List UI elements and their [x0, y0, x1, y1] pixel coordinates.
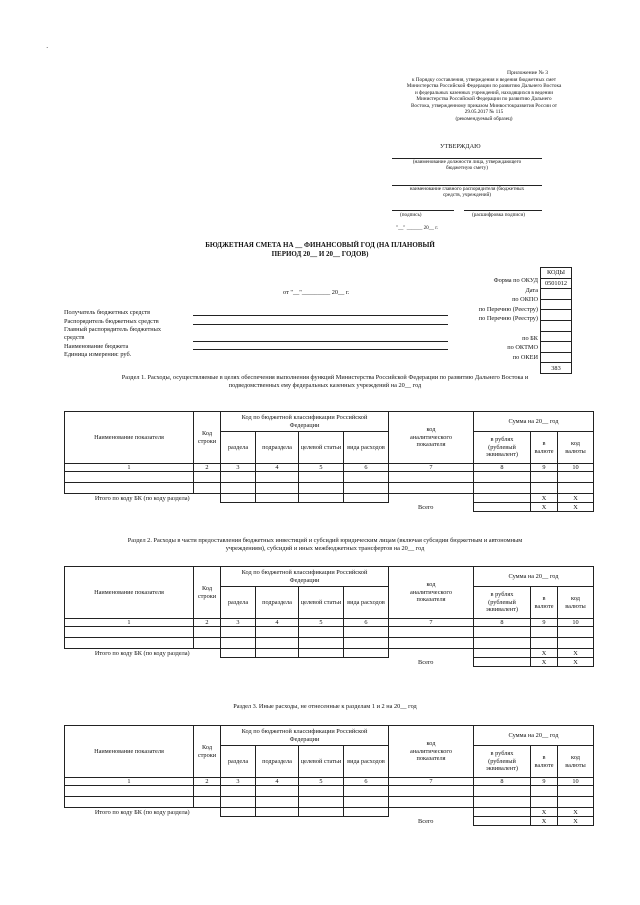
header-line: валюте [534, 447, 554, 455]
section-title-line: Раздел 2. Расходы в части предоставления бюджетных инвестиций и субсидий юридическим лицам (включая субсидии бюджетным и автономным [127, 537, 523, 544]
header-line: в [542, 440, 546, 448]
header-line: валюты [565, 761, 586, 769]
signature-caption: (подпись) [400, 212, 422, 218]
code-blank [541, 331, 572, 342]
cell[interactable] [256, 786, 299, 797]
cell [65, 658, 389, 667]
col-sum-code [558, 432, 594, 464]
cell[interactable] [531, 472, 558, 483]
cell[interactable] [299, 797, 344, 808]
col-row-code [194, 412, 221, 464]
code-date [541, 289, 572, 300]
table-row [65, 638, 594, 649]
cell [389, 808, 474, 817]
header-line: (рублевый [488, 443, 516, 451]
field-recipient: Получатель бюджетных средств [64, 309, 151, 316]
cell [65, 503, 389, 512]
section3-table [64, 725, 594, 826]
cell[interactable] [344, 649, 389, 658]
col-bk-group [221, 567, 389, 587]
numbers-row [65, 464, 594, 472]
appendix-title: Приложение № 3 [507, 70, 548, 76]
cell[interactable] [474, 483, 531, 494]
num-cell: 8 [474, 619, 531, 627]
header-line: Федерации [289, 576, 320, 584]
field-line [193, 315, 448, 316]
cell[interactable] [256, 494, 299, 503]
caption-line: средств, учреждений) [442, 192, 492, 199]
cell[interactable] [299, 786, 344, 797]
x-mark: X [558, 503, 594, 512]
x-mark: X [531, 503, 558, 512]
caption-line: наименование главного распорядителя (бюджетных [409, 186, 525, 192]
num-cell: 6 [344, 778, 389, 786]
cell[interactable] [221, 649, 256, 658]
code-label: по ОКТМО [507, 344, 538, 352]
num-cell: 1 [65, 619, 194, 627]
cell[interactable] [558, 483, 594, 494]
col-row-code [194, 726, 221, 778]
header-line: Код [201, 430, 213, 438]
col-row-code [194, 567, 221, 619]
header-line: строки [197, 751, 217, 759]
header-line: в [542, 754, 546, 762]
col-sum-group: Сумма на 20__ год [474, 412, 594, 432]
date-from: от "__"_________ 20__ г. [283, 289, 350, 296]
cell[interactable] [389, 786, 474, 797]
cell[interactable] [389, 472, 474, 483]
cell[interactable] [558, 797, 594, 808]
col-bk-group [221, 726, 389, 746]
header-line: валюты [565, 602, 586, 610]
num-cell: 8 [474, 778, 531, 786]
x-mark: X [558, 649, 594, 658]
col-target: целевой статьи [299, 432, 344, 464]
total-all-row [65, 658, 594, 667]
col-expense-type: вида расходов [344, 432, 389, 464]
header-line: в [542, 595, 546, 603]
section2-table [64, 566, 594, 667]
col-expense-type: вида расходов [344, 746, 389, 778]
header-line: код [571, 595, 580, 603]
cell[interactable] [474, 627, 531, 638]
code-label: Дата [525, 286, 538, 294]
code-label: по ОКЕИ [512, 353, 538, 361]
header-line: эквивалент) [485, 451, 518, 459]
code-label: Форма по ОКУД [493, 277, 538, 284]
cell[interactable] [221, 638, 256, 649]
numbers-row [65, 619, 594, 627]
col-name: Наименование показателя [65, 412, 194, 464]
col-expense-type: вида расходов [344, 587, 389, 619]
field-distributor: Распорядитель бюджетных средств [64, 318, 159, 325]
num-cell: 10 [558, 778, 594, 786]
cell[interactable] [531, 627, 558, 638]
total-bk-row [65, 494, 594, 503]
total-all-label: Всего [418, 503, 434, 511]
table-row [65, 627, 594, 638]
col-section: раздела [221, 746, 256, 778]
appendix-line: к Порядку составления, утверждения и ведения бюджетных смет [411, 77, 556, 83]
cell[interactable] [344, 786, 389, 797]
header-line: аналитического [409, 433, 453, 441]
num-cell: 9 [531, 464, 558, 472]
num-cell: 3 [221, 778, 256, 786]
cell[interactable] [65, 627, 194, 638]
cell[interactable] [474, 786, 531, 797]
cell[interactable] [389, 638, 474, 649]
header-line: (рублевый [488, 757, 516, 765]
total-bk-label: Итого по коду БК (по коду раздела) [94, 494, 190, 502]
num-cell: 10 [558, 619, 594, 627]
cell[interactable] [474, 797, 531, 808]
cell[interactable] [299, 494, 344, 503]
col-analytic [389, 726, 474, 778]
cell[interactable] [256, 483, 299, 494]
num-cell: 9 [531, 619, 558, 627]
x-mark: X [558, 658, 594, 667]
total-bk-label: Итого по коду БК (по коду раздела) [94, 808, 190, 816]
codes-table [540, 267, 572, 374]
cell[interactable] [558, 638, 594, 649]
table-row [65, 786, 594, 797]
table-row [65, 797, 594, 808]
cell[interactable] [474, 808, 531, 817]
caption-line: бюджетную смету) [446, 165, 488, 172]
num-cell: 1 [65, 464, 194, 472]
code-label: по ОКПО [512, 296, 538, 304]
appendix-line: и федеральных казенных учреждений, находящихся в ведении [414, 89, 554, 96]
field-main-distributor: Главный распорядитель бюджетных [64, 326, 161, 333]
num-cell: 6 [344, 464, 389, 472]
cell[interactable] [344, 483, 389, 494]
cell[interactable] [221, 797, 256, 808]
field-budget-name: Наименование бюджета [64, 343, 129, 350]
heading-line: ПЕРИОД 20__ И 20__ ГОДОВ) [271, 249, 369, 258]
cell[interactable] [474, 638, 531, 649]
cell[interactable] [531, 638, 558, 649]
x-mark: X [558, 817, 594, 826]
cell[interactable] [256, 638, 299, 649]
cell[interactable] [221, 786, 256, 797]
total-all-label: Всего [418, 817, 434, 825]
cell[interactable] [344, 627, 389, 638]
x-mark: X [558, 494, 594, 503]
cell[interactable] [344, 797, 389, 808]
x-mark: X [558, 808, 594, 817]
manager-caption [392, 186, 542, 199]
header-line: код [426, 740, 436, 748]
header-line: показателя [416, 755, 446, 763]
code-registry [541, 320, 572, 331]
header-line: валюте [534, 602, 554, 610]
col-section: раздела [221, 432, 256, 464]
cell[interactable] [221, 808, 256, 817]
cell[interactable] [221, 494, 256, 503]
cell[interactable] [65, 483, 194, 494]
header-line: в рублях [490, 436, 514, 444]
cell[interactable] [389, 797, 474, 808]
cell[interactable] [299, 649, 344, 658]
total-bk-row [65, 649, 594, 658]
cell [389, 494, 474, 503]
position-caption [392, 159, 542, 172]
cell[interactable] [558, 627, 594, 638]
document-heading [150, 241, 490, 258]
field-main-distributor-2: средств [64, 334, 85, 341]
x-mark: X [531, 658, 558, 667]
cell [389, 649, 474, 658]
cell[interactable] [558, 786, 594, 797]
num-cell: 2 [194, 778, 221, 786]
code-okei: 383 [541, 363, 572, 374]
header-line: Код по бюджетной классификации Российской [241, 728, 368, 736]
num-cell: 4 [256, 464, 299, 472]
num-cell: 5 [299, 619, 344, 627]
col-target: целевой статьи [299, 746, 344, 778]
section-title-line: подведомственных ему федеральных казенных учреждений на 20__ год [228, 381, 422, 389]
section-title-line: Раздел 3. Иные расходы, не отнесенные к разделам 1 и 2 на 20__ год [233, 703, 417, 710]
code-bk [541, 342, 572, 353]
col-sum-rub [474, 587, 531, 619]
numbers-row [65, 778, 594, 786]
cell[interactable] [474, 649, 531, 658]
header-line: код [571, 754, 580, 762]
cell[interactable] [221, 472, 256, 483]
cell[interactable] [389, 627, 474, 638]
num-cell: 3 [221, 464, 256, 472]
cell[interactable] [65, 638, 194, 649]
header-line: показателя [416, 596, 446, 604]
num-cell: 5 [299, 778, 344, 786]
cell[interactable] [344, 494, 389, 503]
field-line [193, 349, 448, 350]
col-sum-currency [531, 587, 558, 619]
signature-line [392, 210, 454, 211]
cell[interactable] [531, 786, 558, 797]
approve-title: УТВЕРЖДАЮ [440, 143, 481, 150]
col-sum-code [558, 746, 594, 778]
col-subsection: подраздела [256, 432, 299, 464]
cell[interactable] [194, 638, 221, 649]
header-line: строки [197, 437, 217, 445]
col-name: Наименование показателя [65, 726, 194, 778]
section2-title [60, 537, 590, 552]
cell[interactable] [65, 797, 194, 808]
col-subsection: подраздела [256, 587, 299, 619]
heading-line: БЮДЖЕТНАЯ СМЕТА НА __ ФИНАНСОВЫЙ ГОД (НА ПЛАНОВЫЙ [205, 241, 435, 249]
table-row [65, 483, 594, 494]
col-sum-rub [474, 432, 531, 464]
header-line: код [571, 440, 580, 448]
header-line: код [426, 581, 436, 589]
col-section: раздела [221, 587, 256, 619]
cell[interactable] [474, 503, 531, 512]
num-cell: 5 [299, 464, 344, 472]
code-label: по Перечню (Реестру) [478, 305, 538, 313]
header-line: Код по бюджетной классификации Российской [241, 414, 368, 422]
header-line: аналитического [409, 588, 453, 596]
cell[interactable] [344, 638, 389, 649]
total-all-row [65, 817, 594, 826]
code-label: по Перечню (Реестру) [478, 315, 538, 323]
col-analytic [389, 567, 474, 619]
appendix-line: Министерства Российской Федерации по развитию Дальнего [416, 96, 552, 103]
cell [65, 817, 389, 826]
code-registry [541, 310, 572, 321]
header-line: Код [201, 585, 213, 593]
header-line: эквивалент) [485, 606, 518, 614]
section-title-line: Раздел 1. Расходы, осуществляемые в целях обеспечения выполнения функций Министерства Российской Федерации по развитию Дальнего Востока и [121, 374, 529, 381]
code-oktmo [541, 352, 572, 363]
codes-header: КОДЫ [541, 268, 572, 279]
cell[interactable] [221, 627, 256, 638]
cell[interactable] [531, 483, 558, 494]
col-sum-currency [531, 746, 558, 778]
cell[interactable] [299, 472, 344, 483]
col-analytic [389, 412, 474, 464]
code-okud: 0501012 [541, 278, 572, 289]
cell[interactable] [256, 627, 299, 638]
header-line: (рублевый [488, 598, 516, 606]
appendix-block [398, 70, 570, 123]
num-cell: 1 [65, 778, 194, 786]
cell[interactable] [194, 472, 221, 483]
num-cell: 9 [531, 778, 558, 786]
header-line: строки [197, 592, 217, 600]
header-line: Код по бюджетной классификации Российской [241, 569, 368, 577]
cell[interactable] [256, 797, 299, 808]
cell[interactable] [299, 483, 344, 494]
cell[interactable] [221, 483, 256, 494]
cell[interactable] [65, 472, 194, 483]
total-bk-label: Итого по коду БК (по коду раздела) [94, 649, 190, 657]
col-sum-rub [474, 746, 531, 778]
appendix-line: Востока, утвержденному приказом Минвостокразвития России от [410, 102, 558, 109]
section1-title [60, 374, 590, 389]
cell[interactable] [256, 808, 299, 817]
x-mark: X [531, 649, 558, 658]
num-cell: 4 [256, 619, 299, 627]
x-mark: X [531, 494, 558, 503]
cell[interactable] [344, 472, 389, 483]
num-cell: 2 [194, 464, 221, 472]
code-okpo [541, 299, 572, 310]
field-unit: Единица измерения: руб. [64, 351, 132, 358]
col-target: целевой статьи [299, 587, 344, 619]
section3-title [60, 703, 590, 711]
cell[interactable] [299, 808, 344, 817]
header-line: показателя [416, 441, 446, 449]
num-cell: 2 [194, 619, 221, 627]
code-label: по БК [522, 334, 538, 342]
num-cell: 4 [256, 778, 299, 786]
header-line: эквивалент) [485, 765, 518, 773]
col-subsection: подраздела [256, 746, 299, 778]
cell[interactable] [299, 638, 344, 649]
cell[interactable] [65, 786, 194, 797]
num-cell: 3 [221, 619, 256, 627]
col-sum-code [558, 587, 594, 619]
num-cell: 7 [389, 778, 474, 786]
header-line: валюте [534, 761, 554, 769]
cell[interactable] [344, 808, 389, 817]
header-line: Федерации [289, 421, 320, 429]
header-line: аналитического [409, 747, 453, 755]
header-line: валюты [565, 447, 586, 455]
cell[interactable] [474, 472, 531, 483]
decode-line [464, 210, 542, 211]
col-sum-currency [531, 432, 558, 464]
cell[interactable] [194, 627, 221, 638]
appendix-line: Министерства Российской Федерации по развитию Дальнего Востока [406, 83, 562, 90]
table-row [65, 472, 594, 483]
total-bk-row [65, 808, 594, 817]
header-line: код [426, 426, 436, 434]
total-all-label: Всего [418, 658, 434, 666]
header-line: в рублях [490, 591, 514, 599]
header-line: Код [201, 744, 213, 752]
num-cell: 6 [344, 619, 389, 627]
num-cell: 7 [389, 464, 474, 472]
decode-caption: (расшифровка подписи) [472, 212, 525, 218]
header-line: в рублях [490, 750, 514, 758]
cell[interactable] [194, 797, 221, 808]
col-sum-group: Сумма на 20__ год [474, 726, 594, 746]
col-sum-group: Сумма на 20__ год [474, 567, 594, 587]
code-label [420, 324, 538, 334]
appendix-recommended: (рекомендуемый образец) [455, 116, 513, 123]
section1-table [64, 411, 594, 512]
field-line [193, 341, 448, 342]
total-all-row [65, 503, 594, 512]
caption-line: (наименование должности лица, утверждающего [412, 159, 522, 165]
cell[interactable] [299, 627, 344, 638]
section-title-line: учреждениям), субсидий и иных межбюджетных трансфертов на 20__ год [225, 544, 425, 552]
num-cell: 8 [474, 464, 531, 472]
field-line [193, 324, 448, 325]
num-cell: 7 [389, 619, 474, 627]
num-cell: 10 [558, 464, 594, 472]
col-bk-group [221, 412, 389, 432]
cell[interactable] [194, 786, 221, 797]
cell[interactable] [558, 472, 594, 483]
x-mark: X [531, 808, 558, 817]
appendix-line: 29.05.2017 № 115 [464, 109, 504, 116]
cell[interactable] [474, 817, 531, 826]
header-line: Федерации [289, 735, 320, 743]
cell[interactable] [531, 797, 558, 808]
col-name: Наименование показателя [65, 567, 194, 619]
scan-dot: · [46, 44, 49, 52]
cell[interactable] [474, 658, 531, 667]
cell[interactable] [256, 649, 299, 658]
cell[interactable] [474, 494, 531, 503]
x-mark: X [531, 817, 558, 826]
approve-date: "__" ______ 20__ г. [396, 225, 439, 231]
cell[interactable] [256, 472, 299, 483]
cell[interactable] [194, 483, 221, 494]
cell[interactable] [389, 483, 474, 494]
